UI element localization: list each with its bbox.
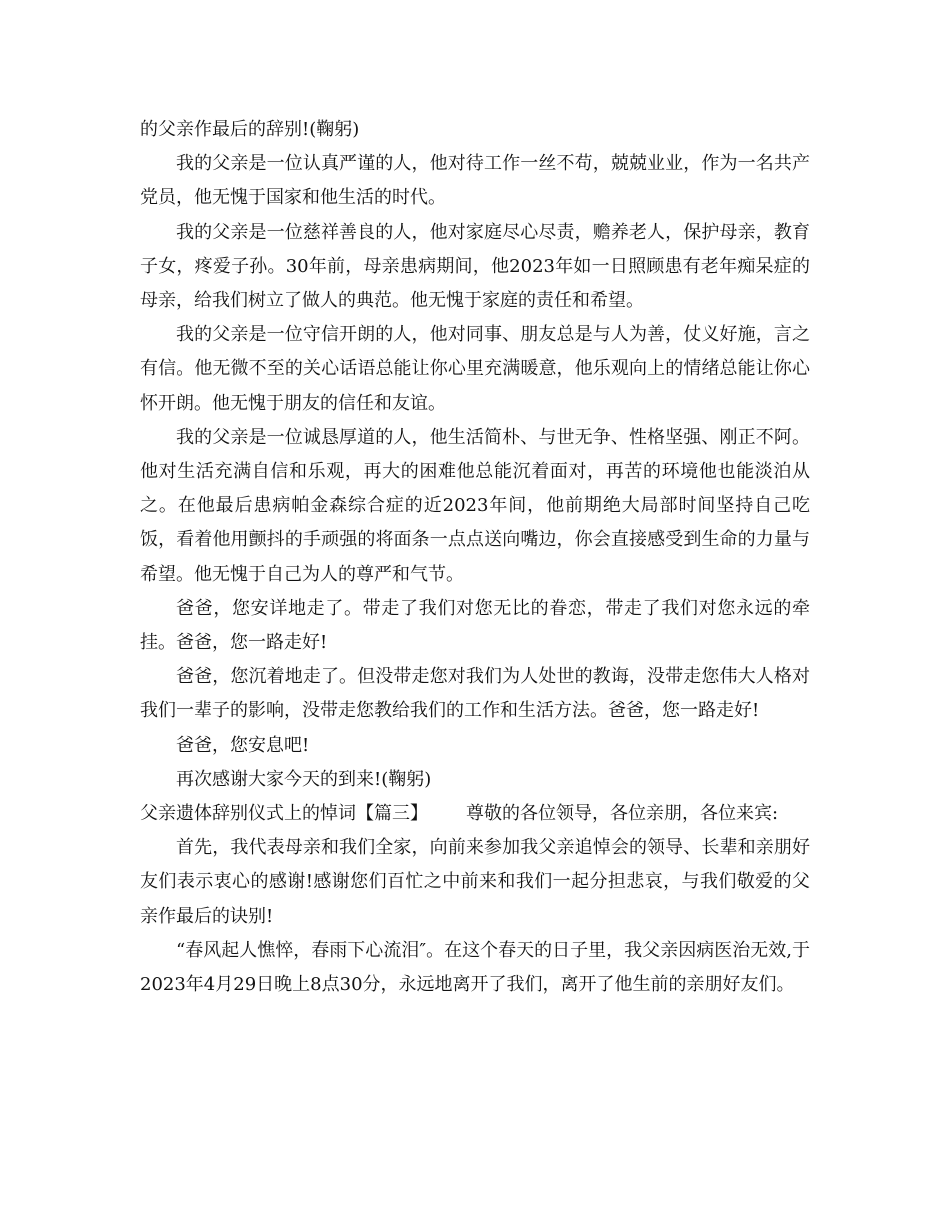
paragraph-thanks: 再次感谢大家今天的到来!(鞠躬) — [176, 768, 432, 790]
paragraph-kind: 我的父亲是一位慈祥善良的人，他对家庭尽心尽责，赡养老人，保护母亲，教育子女，疼爱子孙。30年前，母亲患病期间，他2023年如一日照顾患有老年痴呆症的母亲，给我们树立了做人的典范。他无愧于家庭的责任和希望。 — [140, 221, 810, 312]
paragraph-farewell-1: 爸爸，您安详地走了。带走了我们对您无比的眷恋，带走了我们对您永远的牵挂。爸爸，您一路走好! — [140, 597, 810, 654]
paragraph-honest: 我的父亲是一位诚恳厚道的人，他生活简朴、与世无争、性格坚强、刚正不阿。他对生活充满自信和乐观，再大的困难他总能沉着面对，再苦的环境他也能淡泊从之。在他最后患病帕金森综合症的近2023年间，他前期绝大局部时间坚持自己吃饭，看着他用颤抖的手顽强的将面条一点点送向嘴边，你会直接感受到生命的力量与希望。他无愧于自己为人的尊严和气节。 — [140, 426, 810, 585]
paragraph-rigorous: 我的父亲是一位认真严谨的人，他对待工作一丝不苟，兢兢业业，作为一名共产党员，他无愧于国家和他生活的时代。 — [140, 153, 810, 209]
paragraph-spring: “春风起人憔悴，春雨下心流泪″。在这个春天的日子里，我父亲因病医治无效,于2023年4月29日晚上8点30分，永远地离开了我们，离开了他生前的亲朋好友们。 — [140, 939, 810, 996]
document-body — [140, 113, 810, 1002]
paragraph-rest: 爸爸，您安息吧! — [176, 734, 310, 756]
paragraph-farewell-2: 爸爸，您沉着地走了。但没带走您对我们为人处世的教诲，没带走您伟大人格对我们一辈子的影响，没带走您教给我们的工作和生活方法。爸爸，您一路走好! — [140, 666, 810, 722]
paragraph-cheerful: 我的父亲是一位守信开朗的人，他对同事、朋友总是与人为善，仗义好施，言之有信。他无微不至的关心话语总能让你心里充满暖意，他乐观向上的情绪总能让你心怀开朗。他无愧于朋友的信任和友谊。 — [140, 324, 810, 414]
section-heading-line — [140, 797, 810, 831]
section-salutation: 尊敬的各位领导，各位亲朋，各位来宾: — [466, 803, 779, 825]
paragraph-continuation: 的父亲作最后的辞别!(鞠躬) — [140, 119, 360, 140]
section-title: 父亲遗体辞别仪式上的悼词【篇三】 — [140, 803, 428, 825]
paragraph-opening: 首先，我代表母亲和我们全家，向前来参加我父亲追悼会的领导、长辈和亲朋好友们表示衷心的感谢!感谢您们百忙之中前来和我们一起分担悲哀，与我们敬爱的父亲作最后的诀别! — [140, 837, 810, 927]
